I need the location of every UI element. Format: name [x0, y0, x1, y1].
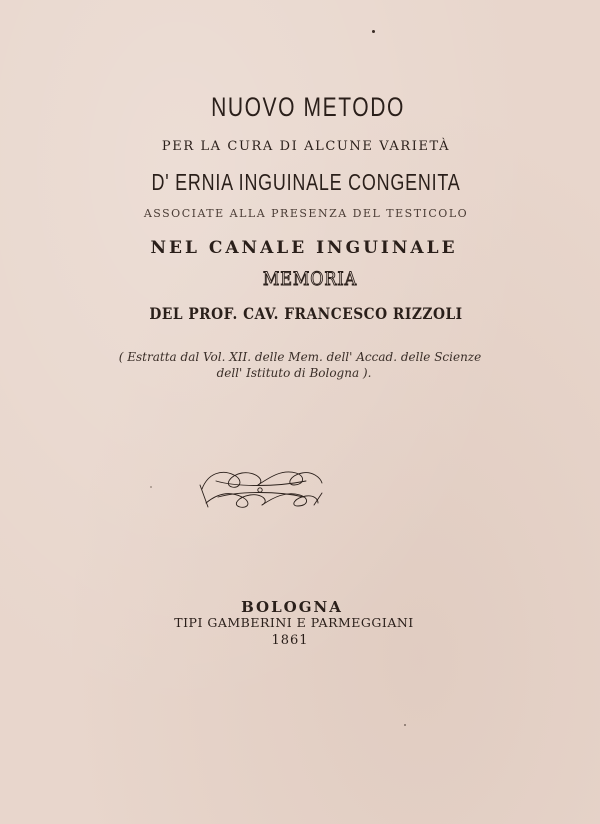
title-main: NUOVO METODO — [211, 92, 405, 122]
paper-speck — [150, 486, 152, 488]
title-ernia: D' ERNIA INGUINALE CONGENITA — [151, 169, 461, 195]
extract-note-line2: dell' Istituto di Bologna ). — [216, 366, 372, 380]
author-line: DEL PROF. CAV. FRANCESCO RIZZOLI — [149, 304, 463, 323]
paper-speck — [404, 724, 406, 726]
memoria-heading: MEMORIA — [262, 268, 358, 290]
title-subtitle-cura: PER LA CURA DI ALCUNE VARIETÀ — [161, 139, 451, 154]
calligraphic-flourish-icon — [196, 463, 326, 513]
extract-note-line1: ( Estratta dal Vol. XII. delle Mem. dell' Accad. delle Scienze — [118, 350, 482, 364]
imprint-printer: TIPI GAMBERINI E PARMEGGIANI — [174, 615, 414, 630]
title-canale: NEL CANALE INGUINALE — [150, 238, 458, 258]
title-subtitle-associate: ASSOCIATE ALLA PRESENZA DEL TESTICOLO — [143, 207, 469, 220]
imprint-year: 1861 — [271, 633, 309, 648]
imprint-city: BOLOGNA — [241, 598, 343, 616]
paper-speck — [372, 30, 375, 33]
